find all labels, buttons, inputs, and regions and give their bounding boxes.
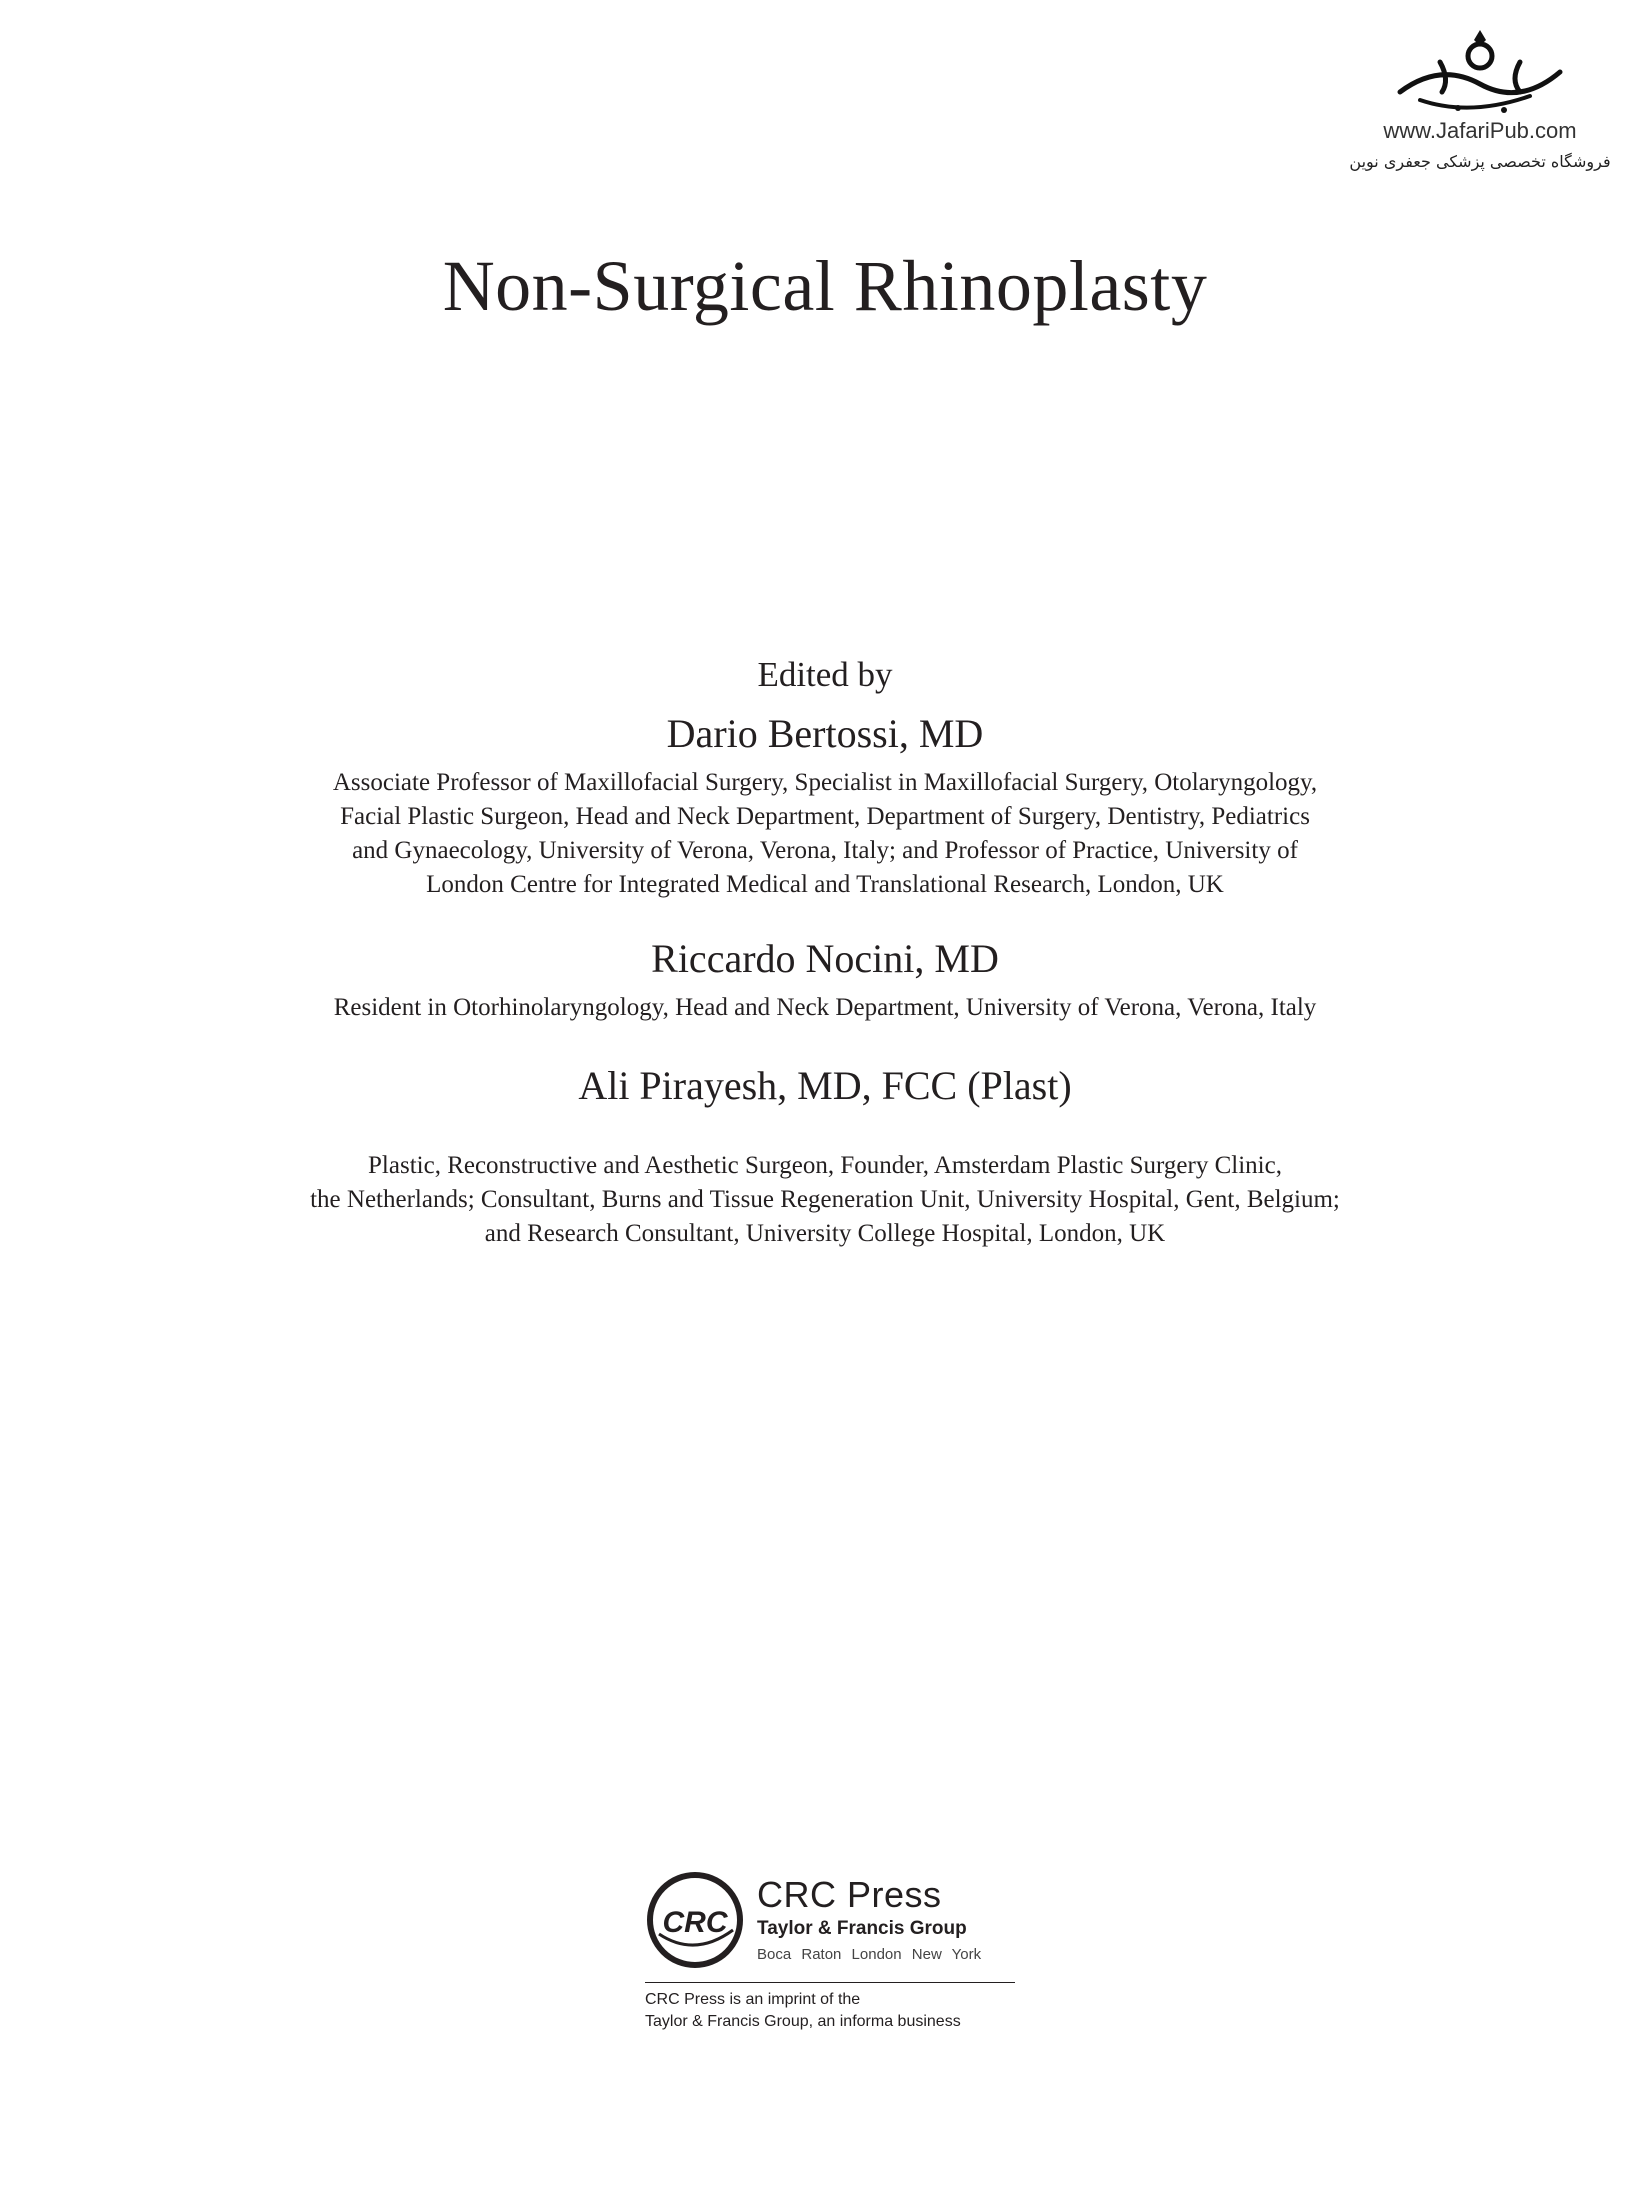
editor-name-1: Dario Bertossi, MD (666, 711, 984, 756)
publisher-name: CRC Press (757, 1874, 942, 1915)
watermark-store-name: فروشگاه تخصصی پزشکی جعفری نوین (1349, 152, 1611, 171)
editor-name-2: Riccardo Nocini, MD (651, 936, 999, 981)
publisher-group: Taylor & Francis Group (757, 1918, 967, 1939)
affiliation-line: the Netherlands; Consultant, Burns and Tissue Regeneration Unit, University Hospital, Gent, Belgium; (310, 1186, 1340, 1213)
editor-affiliation-3 (0, 1149, 1650, 1251)
crc-logo-text: CRC (662, 1906, 728, 1939)
editor-affiliation-1 (0, 766, 1650, 902)
affiliation-line: Associate Professor of Maxillofacial Surgery, Specialist in Maxillofacial Surgery, Otolaryngology, (332, 769, 1318, 796)
affiliation-line: London Centre for Integrated Medical and Translational Research, London, UK (426, 871, 1224, 898)
imprint-line: Taylor & Francis Group, an informa business (645, 2013, 961, 2030)
editor-affiliation-2 (0, 991, 1650, 1025)
publisher-cities: Boca Raton London New York (757, 1946, 982, 1963)
publisher-divider (645, 1982, 1015, 1983)
affiliation-line: Facial Plastic Surgeon, Head and Neck Department, Department of Surgery, Dentistry, Pediatrics (340, 803, 1310, 830)
affiliation-line: and Gynaecology, University of Verona, Verona, Italy; and Professor of Practice, University of (352, 837, 1298, 864)
publisher-block (645, 1870, 1025, 2033)
book-title: Non-Surgical Rhinoplasty (442, 246, 1208, 326)
affiliation-line: Resident in Otorhinolaryngology, Head and Neck Department, University of Verona, Verona, Italy (333, 994, 1317, 1021)
affiliation-line: Plastic, Reconstructive and Aesthetic Surgeon, Founder, Amsterdam Plastic Surgery Clinic, (368, 1152, 1282, 1179)
publisher-imprint (645, 1989, 1025, 2033)
imprint-line: CRC Press is an imprint of the (645, 1991, 861, 2008)
crc-press-logo-icon (645, 1870, 745, 1970)
watermark-logo (1330, 22, 1630, 171)
affiliation-line: and Research Consultant, University College Hospital, London, UK (484, 1220, 1166, 1247)
edited-by-label: Edited by (757, 655, 893, 694)
watermark-url: www.JafariPub.com (1383, 118, 1577, 143)
jafaripub-logo-icon (1380, 22, 1580, 122)
editor-name-3: Ali Pirayesh, MD, FCC (Plast) (578, 1063, 1072, 1108)
